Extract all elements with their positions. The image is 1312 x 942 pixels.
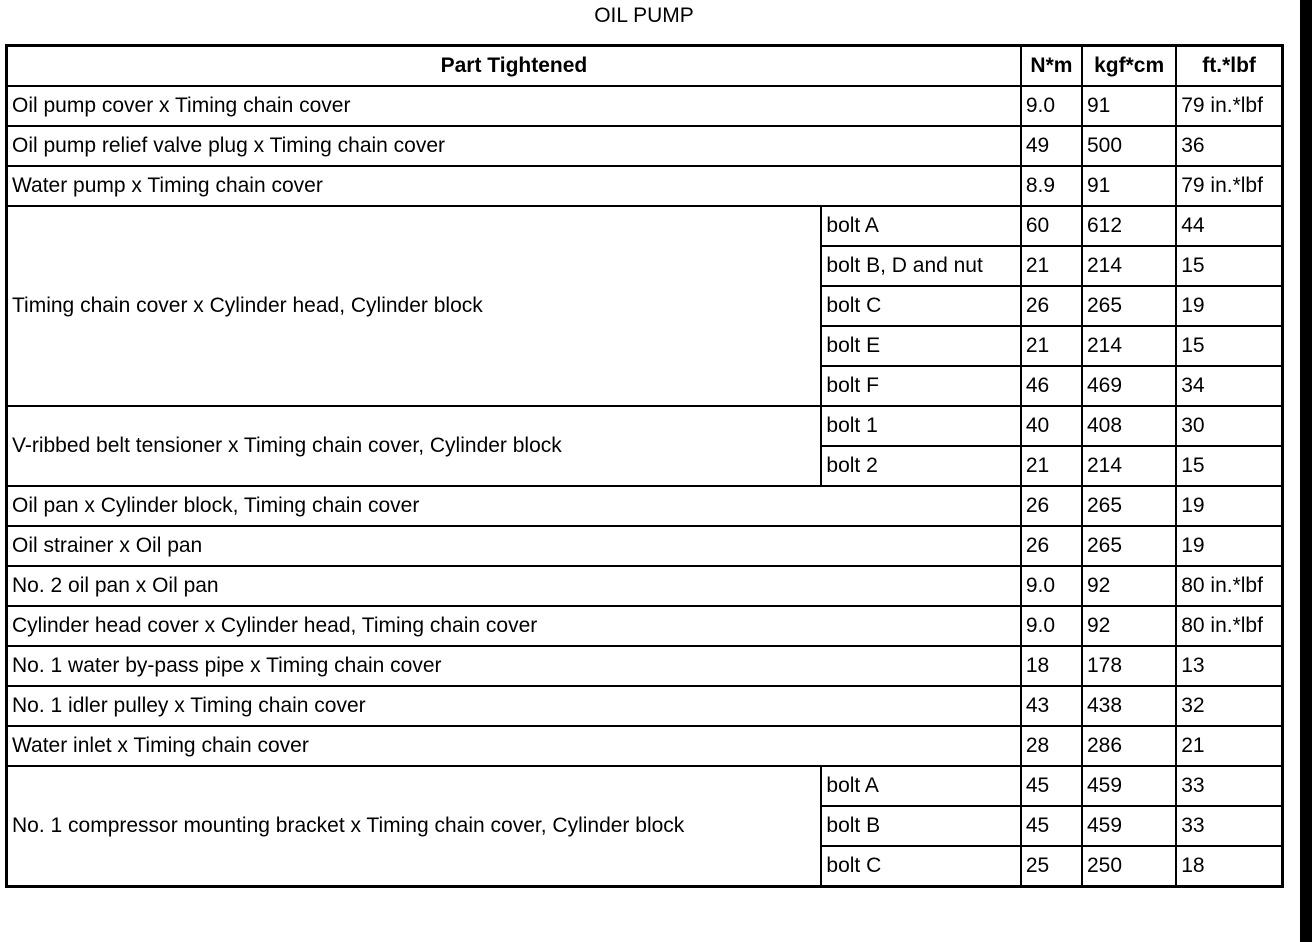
bolt-cell: bolt 1 [821, 406, 1020, 446]
ft-lbf-cell: 19 [1176, 286, 1282, 326]
kgf-cell: 91 [1082, 166, 1176, 206]
ft-lbf-cell: 30 [1176, 406, 1282, 446]
kgf-cell: 91 [1082, 86, 1176, 126]
ft-lbf-cell: 19 [1176, 526, 1282, 566]
table-row [7, 686, 1283, 726]
ft-lbf-cell: 79 in.*lbf [1176, 86, 1282, 126]
bolt-cell: bolt B, D and nut [821, 246, 1020, 286]
kgf-cell: 438 [1082, 686, 1176, 726]
header-ft-lbf: ft.*lbf [1176, 46, 1282, 87]
ft-lbf-cell: 36 [1176, 126, 1282, 166]
table-row [7, 566, 1283, 606]
bolt-cell: bolt 2 [821, 446, 1020, 486]
ft-lbf-cell: 33 [1176, 806, 1282, 846]
header-part-tightened: Part Tightened [7, 46, 1021, 87]
ft-lbf-cell: 80 in.*lbf [1176, 566, 1282, 606]
kgf-cell: 286 [1082, 726, 1176, 766]
nm-cell: 43 [1021, 686, 1082, 726]
part-cell: Cylinder head cover x Cylinder head, Timing chain cover [7, 606, 1021, 646]
nm-cell: 9.0 [1021, 86, 1082, 126]
nm-cell: 60 [1021, 206, 1082, 246]
ft-lbf-cell: 13 [1176, 646, 1282, 686]
part-cell: Oil pump relief valve plug x Timing chain cover [7, 126, 1021, 166]
table-row [7, 526, 1283, 566]
nm-cell: 21 [1021, 246, 1082, 286]
kgf-cell: 459 [1082, 806, 1176, 846]
part-cell: No. 1 water by-pass pipe x Timing chain cover [7, 646, 1021, 686]
part-cell: Timing chain cover x Cylinder head, Cylinder block [7, 206, 822, 406]
ft-lbf-cell: 79 in.*lbf [1176, 166, 1282, 206]
ft-lbf-cell: 19 [1176, 486, 1282, 526]
kgf-cell: 214 [1082, 246, 1176, 286]
nm-cell: 18 [1021, 646, 1082, 686]
table-row [7, 126, 1283, 166]
bolt-cell: bolt C [821, 846, 1020, 887]
nm-cell: 49 [1021, 126, 1082, 166]
nm-cell: 9.0 [1021, 566, 1082, 606]
kgf-cell: 214 [1082, 446, 1176, 486]
table-row [7, 406, 1283, 446]
kgf-cell: 250 [1082, 846, 1176, 887]
nm-cell: 45 [1021, 766, 1082, 806]
table-row [7, 206, 1283, 246]
ft-lbf-cell: 21 [1176, 726, 1282, 766]
ft-lbf-cell: 15 [1176, 446, 1282, 486]
ft-lbf-cell: 44 [1176, 206, 1282, 246]
nm-cell: 26 [1021, 486, 1082, 526]
ft-lbf-cell: 80 in.*lbf [1176, 606, 1282, 646]
table-header-row [7, 46, 1283, 87]
table-row [7, 166, 1283, 206]
header-nm: N*m [1021, 46, 1082, 87]
nm-cell: 45 [1021, 806, 1082, 846]
part-cell: Oil pan x Cylinder block, Timing chain cover [7, 486, 1021, 526]
kgf-cell: 459 [1082, 766, 1176, 806]
kgf-cell: 265 [1082, 286, 1176, 326]
kgf-cell: 500 [1082, 126, 1176, 166]
torque-spec-table [5, 44, 1284, 888]
page-title: OIL PUMP [594, 4, 694, 27]
table-row [7, 86, 1283, 126]
part-cell: V-ribbed belt tensioner x Timing chain cover, Cylinder block [7, 406, 822, 486]
table-row [7, 646, 1283, 686]
kgf-cell: 408 [1082, 406, 1176, 446]
table-row [7, 606, 1283, 646]
bolt-cell: bolt F [821, 366, 1020, 406]
nm-cell: 21 [1021, 446, 1082, 486]
ft-lbf-cell: 32 [1176, 686, 1282, 726]
table-row [7, 726, 1283, 766]
part-cell: Water pump x Timing chain cover [7, 166, 1021, 206]
part-cell: No. 1 compressor mounting bracket x Timing chain cover, Cylinder block [7, 766, 822, 887]
nm-cell: 8.9 [1021, 166, 1082, 206]
part-cell: No. 1 idler pulley x Timing chain cover [7, 686, 1021, 726]
right-edge-bar [1300, 0, 1312, 942]
nm-cell: 40 [1021, 406, 1082, 446]
nm-cell: 26 [1021, 526, 1082, 566]
nm-cell: 26 [1021, 286, 1082, 326]
part-cell: Oil pump cover x Timing chain cover [7, 86, 1021, 126]
nm-cell: 28 [1021, 726, 1082, 766]
kgf-cell: 92 [1082, 606, 1176, 646]
kgf-cell: 92 [1082, 566, 1176, 606]
kgf-cell: 178 [1082, 646, 1176, 686]
kgf-cell: 612 [1082, 206, 1176, 246]
kgf-cell: 214 [1082, 326, 1176, 366]
kgf-cell: 265 [1082, 486, 1176, 526]
ft-lbf-cell: 15 [1176, 326, 1282, 366]
part-cell: Water inlet x Timing chain cover [7, 726, 1021, 766]
nm-cell: 25 [1021, 846, 1082, 887]
part-cell: No. 2 oil pan x Oil pan [7, 566, 1021, 606]
nm-cell: 9.0 [1021, 606, 1082, 646]
bolt-cell: bolt A [821, 206, 1020, 246]
part-cell: Oil strainer x Oil pan [7, 526, 1021, 566]
bolt-cell: bolt B [821, 806, 1020, 846]
bolt-cell: bolt A [821, 766, 1020, 806]
ft-lbf-cell: 34 [1176, 366, 1282, 406]
nm-cell: 46 [1021, 366, 1082, 406]
table-row [7, 486, 1283, 526]
kgf-cell: 265 [1082, 526, 1176, 566]
header-kgf-cm: kgf*cm [1082, 46, 1176, 87]
kgf-cell: 469 [1082, 366, 1176, 406]
bolt-cell: bolt C [821, 286, 1020, 326]
bolt-cell: bolt E [821, 326, 1020, 366]
ft-lbf-cell: 33 [1176, 766, 1282, 806]
ft-lbf-cell: 15 [1176, 246, 1282, 286]
table-row [7, 766, 1283, 806]
nm-cell: 21 [1021, 326, 1082, 366]
ft-lbf-cell: 18 [1176, 846, 1282, 887]
